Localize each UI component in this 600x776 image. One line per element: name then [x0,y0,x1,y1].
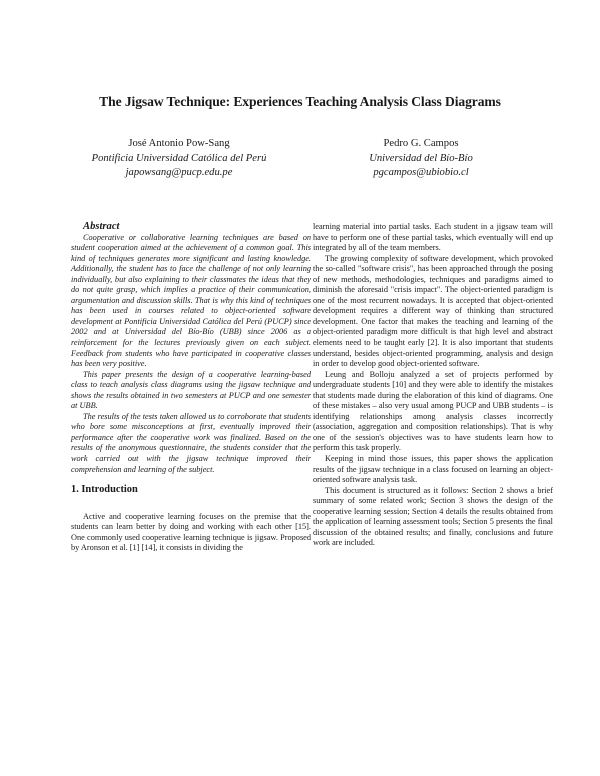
section-heading-introduction: 1. Introduction [71,484,138,496]
abstract-paragraph: This paper presents the design of a cooperative learning-based class to teach analysis class diagrams using the jigsaw technique and shows the results obtained in two semesters at PUCP and one semester at UBB. [71,369,311,411]
abstract-paragraph: The results of the tests taken allowed us to corroborate that students who bore some misconceptions at first, eventually improved their performance after the cooperative work was finalized. Based on the results of the anonymous questionnaire, the students consider that the work carried out with the jigsaw technique improved their comprehension and learning of the subject. [71,411,311,474]
author-email: pgcampos@ubiobio.cl [373,167,469,179]
author-affiliation: Pontificia Universidad Católica del Perú [91,152,267,164]
author-block-2 [318,137,524,181]
author-email: japowsang@pucp.edu.pe [125,167,233,179]
body-paragraph: Leung and Bolloju analyzed a set of projects performed by undergraduate students [10] and they were able to identify the mistakes that students made during the elaboration of this kind of diagrams. One of these mistakes – also very usual among PUCP and UBB students – is identifying relationships among analysis classes incorrectly (association, aggregation and composition relationships). That is why one of the session's objectives was to have students learn how to perform this task properly. [313,369,553,453]
body-paragraph: learning material into partial tasks. Each student in a jigsaw team will have to perform one of these partial tasks, which eventually will end up integrated by all of the team members. [313,222,553,253]
right-column [313,222,553,549]
introduction-paragraph: Active and cooperative learning focuses on the premise that the students can learn better by doing and working with each other [15]. One commonly used cooperative learning technique is jigsaw. Proposed by Aronson et al. [1] [14], it consists in dividing the [71,511,311,553]
author-block-1 [76,137,282,181]
abstract [71,222,311,475]
author-affiliation: Universidad del Bío-Bío [369,152,473,164]
left-column [71,222,311,554]
body-paragraph: The growing complexity of software development, which provoked the so-called "software crisis", has been approached through the posing of new methods, methodologies, techniques and paradigms aimed to diminish the aforesaid "crisis impact". The object-oriented paradigm is one of the most recurrent nowadays. It is accepted that object-oriented development requires a different way of thinking than structured development. One factor that makes the teaching and learning of the object-oriented paradigm more difficult is that high level and abstract elements need to be taught early [2]. It is also important that students understand, besides object-oriented programming, analysis and design in order to develop good object-oriented software. [313,253,553,369]
author-name: Pedro G. Campos [383,138,459,149]
body-paragraph: This document is structured as it follows: Section 2 shows a brief summary of some related work; Section 3 shows the design of the cooperative learning session; Section 4 details the results obtained from the application of learning assessment tools; Section 5 presents the final discussion of the obtained results; and finally, conclusions and future work are included. [313,485,553,548]
author-name: José Antonio Pow-Sang [128,138,230,149]
abstract-paragraph: Cooperative or collaborative learning techniques are based on student cooperation aimed at the achievement of a common goal. This kind of techniques generates more significant and lasting knowledge. Additionally, the student has to face the challenge of not only learning individually, but also explaining to their classmates the ideas that they do not quite grasp, which implies a practice of their communication, argumentation and discussion skills. That is why this kind of techniques has been used in courses related to object-oriented software development at Pontificia Universidad Católica del Perú (PUCP) since 2002 and at Universidad del Bío-Bío (UBB) since 2006 as a reinforcement for the lectures previously given on each subject. Feedback from students who have participated in cooperative classes has been very positive. [71,232,311,369]
abstract-heading: Abstract [83,221,120,232]
paper-title: The Jigsaw Technique: Experiences Teaching Analysis Class Diagrams [99,94,501,109]
body-paragraph: Keeping in mind those issues, this paper shows the application results of the jigsaw technique in a class focused on learning an object-oriented software analysis task. [313,454,553,485]
